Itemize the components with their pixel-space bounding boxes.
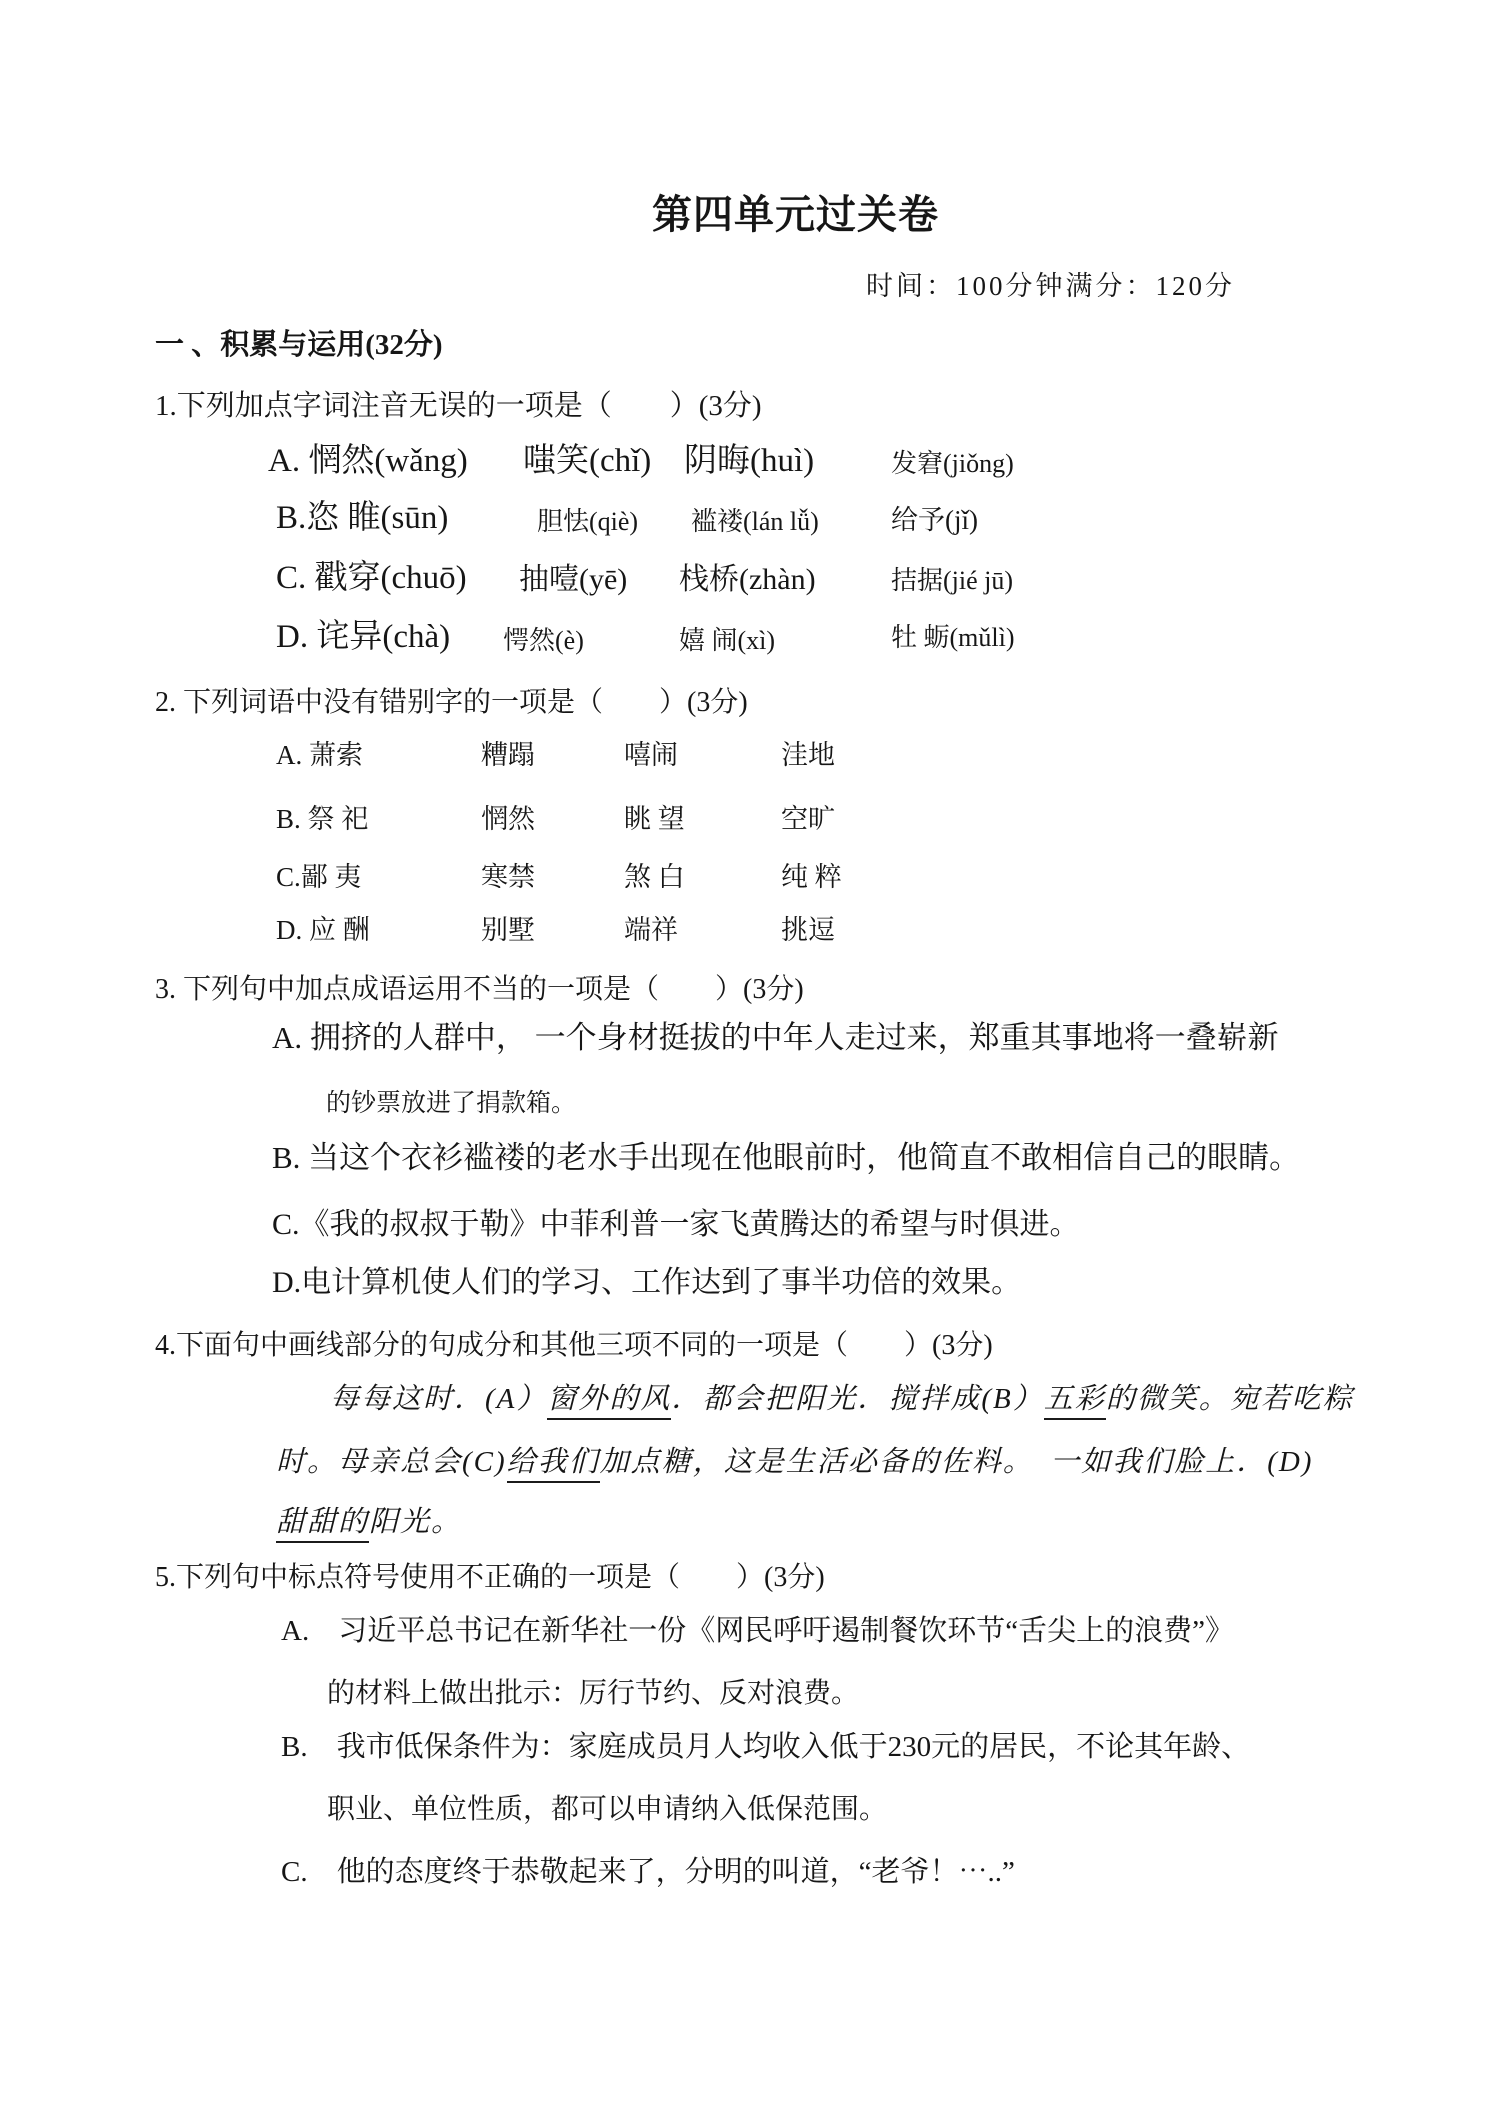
q2-d-word-1: D. 应 酬 xyxy=(276,915,370,945)
q4-l1-seg-5: 的微笑。宛若吃粽 xyxy=(1105,1383,1354,1415)
q1-row-c xyxy=(0,560,1493,604)
q1-a-word-1: A. 惘然(wǎng) xyxy=(268,443,468,479)
q4-l1-seg-3: ．都会把阳光．搅拌成(B） xyxy=(671,1383,1044,1415)
q1-c-word-4: 拮据(jié jū) xyxy=(891,566,1014,595)
q4-sentence-line-3 xyxy=(276,1506,462,1539)
q2-c-word-1: C.鄙 夷 xyxy=(276,862,362,892)
q1-b-word-2: 胆怯(qiè) xyxy=(537,507,639,536)
section-1-heading: 一 、积累与运用(32分) xyxy=(155,329,443,361)
q5-option-a-line-1: A. 习近平总书记在新华社一份《网民呼吁遏制餐饮环节“舌尖上的浪费”》 xyxy=(281,1615,1234,1647)
q4-l2-seg-1: 时。母亲总会(C) xyxy=(276,1446,507,1478)
q1-c-word-2: 抽噎(yē) xyxy=(519,563,628,596)
q3-option-c: C.《我的叔叔于勒》中菲利普一家飞黄腾达的希望与时俱进。 xyxy=(272,1208,1080,1241)
q5-option-a-line-2: 的材料上做出批示：厉行节约、反对浪费。 xyxy=(327,1678,860,1709)
exam-time-score-meta: 时间：100分钟满分：120分 xyxy=(866,271,1235,301)
q3-option-b: B. 当这个衣衫褴褛的老水手出现在他眼前时，他简直不敢相信自己的眼睛。 xyxy=(272,1140,1301,1175)
q1-d-word-1: D. 诧异(chà) xyxy=(276,619,451,655)
q1-a-word-4: 发窘(jiǒng) xyxy=(891,449,1014,478)
q2-d-word-2: 别墅 xyxy=(481,915,535,945)
q2-b-word-2: 惘然 xyxy=(481,804,535,834)
q2-c-word-3: 煞 白 xyxy=(624,862,685,892)
q2-row-d xyxy=(0,915,1493,955)
q1-b-word-1: B.恣 睢(sūn) xyxy=(276,500,449,536)
q5-option-c: C. 他的态度终于恭敬起来了，分明的叫道，“老爷！⋯..” xyxy=(281,1856,1015,1888)
q2-c-word-2: 寒禁 xyxy=(481,862,535,892)
q2-a-word-4: 洼地 xyxy=(781,740,835,770)
q5-option-b-line-1: B. 我市低保条件为：家庭成员月人均收入低于230元的居民，不论其年龄、 xyxy=(281,1731,1251,1763)
q4-sentence-line-2 xyxy=(276,1446,1313,1479)
q1-row-d xyxy=(0,619,1493,663)
q4-l3-underlined-d: 甜甜的 xyxy=(276,1506,369,1543)
q1-d-word-3: 嬉 闹(xì) xyxy=(679,626,776,655)
q2-c-word-4: 纯 粹 xyxy=(781,862,842,892)
q1-c-word-1: C. 戳穿(chuō) xyxy=(276,560,467,596)
q4-l3-seg-2: 阳光。 xyxy=(369,1506,463,1538)
q2-a-word-3: 嘻闹 xyxy=(624,740,678,770)
q1-a-word-2: 嗤笑(chǐ) xyxy=(523,443,652,479)
q2-a-word-1: A. 萧索 xyxy=(276,740,363,770)
q5-option-b-line-2: 职业、单位性质，都可以申请纳入低保范围。 xyxy=(327,1794,888,1825)
q2-b-word-1: B. 祭 祀 xyxy=(276,804,369,834)
question-2-stem: 2. 下列词语中没有错别字的一项是（ ）(3分) xyxy=(155,687,748,718)
q1-d-word-2: 愕然(è) xyxy=(503,626,584,655)
q2-b-word-3: 眺 望 xyxy=(624,804,685,834)
q1-row-b xyxy=(0,500,1493,544)
q2-a-word-2: 糟蹋 xyxy=(481,740,535,770)
exam-title: 第四单元过关卷 xyxy=(652,192,939,237)
q2-row-a xyxy=(0,740,1493,780)
q2-b-word-4: 空旷 xyxy=(781,804,835,834)
q1-b-word-4: 给予(jǐ) xyxy=(891,505,978,535)
q4-l1-underlined-b: 五彩 xyxy=(1044,1383,1106,1420)
question-3-stem: 3. 下列句中加点成语运用不当的一项是（ ）(3分) xyxy=(155,974,804,1005)
q3-option-d: D.电计算机使人们的学习、工作达到了事半功倍的效果。 xyxy=(272,1266,1022,1299)
q4-l2-seg-3: 加点糖，这是生活必备的佐料。 一如我们脸上．(D) xyxy=(599,1446,1314,1478)
q1-c-word-3: 栈桥(zhàn) xyxy=(679,563,816,596)
question-4-stem: 4.下面句中画线部分的句成分和其他三项不同的一项是（ ）(3分) xyxy=(155,1330,993,1361)
q2-row-b xyxy=(0,804,1493,844)
q4-sentence-line-1 xyxy=(330,1383,1354,1416)
q3-option-a-line-2: 的钞票放进了捐款箱。 xyxy=(326,1090,577,1117)
q1-a-word-3: 阴晦(huì) xyxy=(684,443,815,479)
question-1-stem: 1.下列加点字词注音无误的一项是（ ）(3分) xyxy=(155,390,762,422)
q2-d-word-3: 端祥 xyxy=(624,915,678,945)
q4-l1-seg-1: 每每这时．(A） xyxy=(330,1383,548,1415)
q2-d-word-4: 挑逗 xyxy=(781,915,835,945)
q1-b-word-3: 褴褛(lán lǚ) xyxy=(691,507,819,536)
q1-d-word-4: 牡 蛎(mǔlì) xyxy=(891,623,1015,652)
q1-row-a xyxy=(0,443,1493,487)
q3-option-a-line-1: A. 拥挤的人群中， 一个身材挺拔的中年人走过来，郑重其事地将一叠崭新 xyxy=(272,1020,1279,1055)
q2-row-c xyxy=(0,862,1493,902)
q4-l1-underlined-a: 窗外的风 xyxy=(547,1383,671,1420)
question-5-stem: 5.下列句中标点符号使用不正确的一项是（ ）(3分) xyxy=(155,1562,825,1593)
q4-l2-underlined-c: 给我们 xyxy=(507,1446,600,1483)
